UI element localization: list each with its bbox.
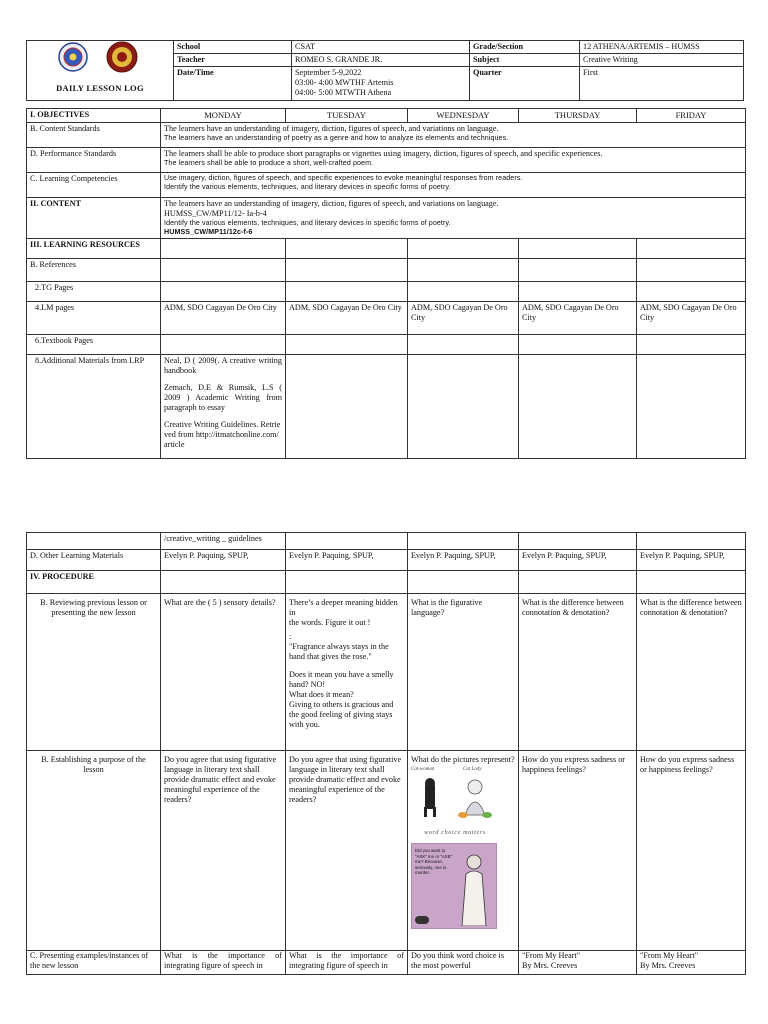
word-choice-caption: word choice matters [424, 829, 486, 836]
reviewing-tuesday-line: the words. Figure it out ! [289, 618, 371, 627]
content-heading: II. CONTENT [27, 198, 161, 239]
grade-section-label: Grade/Section [470, 41, 580, 54]
presenting-tuesday: What is the importance of integrating figure of speech in [286, 951, 408, 975]
reviewing-thursday: What is the difference between connotation & denotation? [519, 594, 637, 751]
subject-label: Subject [470, 54, 580, 67]
textbook-pages-label: 6.Textbook Pages [27, 335, 161, 355]
reference-entry: Neal, D ( 2009(. A creative writing handbook [164, 356, 282, 375]
poem-title: "From My Heart" [640, 951, 699, 960]
ecard-image [411, 843, 497, 929]
presenting-friday [637, 951, 746, 975]
day-header-monday: MONDAY [161, 109, 286, 123]
purpose-label: B. Establishing a purpose of the lesson [27, 751, 161, 951]
content-standards-label: B. Content Standards [27, 123, 161, 148]
resources-heading: III. LEARNING RESOURCES [27, 239, 161, 259]
school-label: School [174, 41, 292, 54]
additional-materials-monday [161, 355, 286, 459]
grade-section-value: 12 ATHENA/ARTEMIS – HUMSS [580, 41, 744, 54]
other-materials-tuesday: Evelyn P. Paquing, SPUP, [286, 550, 408, 571]
date-time-label: Date/Time [174, 67, 292, 101]
reviewing-label: B. Reviewing previous lesson or presenting the new lesson [27, 594, 161, 751]
day-header-thursday: THURSDAY [519, 109, 637, 123]
other-materials-friday: Evelyn P. Paquing, SPUP, [637, 550, 746, 571]
purpose-monday: Do you agree that using figurative language in literary text shall provide dramatic effect and evoke meaningful experience of the readers? [161, 751, 286, 951]
competency-line: Identify the various elements, techniques, and literary devices in specific forms of poetry. [164, 182, 451, 191]
reference-entry: Zemach, D.E & Rumsik, L.S ( 2009 ) Academic Writing from paragraph to essay [164, 383, 282, 412]
page-title: DAILY LESSON LOG [56, 83, 144, 93]
reviewing-tuesday-line: There’s a deeper meaning hidden in [289, 598, 398, 617]
reviewing-friday: What is the difference between connotation & denotation? [637, 594, 746, 751]
reviewing-tuesday-line: Giving to others is gracious and the good feeling of giving stays with you. [289, 700, 394, 729]
references-label: B. References [27, 259, 161, 282]
presenting-monday: What is the importance of integrating figure of speech in [161, 951, 286, 975]
subject-value: Creative Writing [580, 54, 744, 67]
additional-materials-label: 8.Additional Materials from LRP [27, 355, 161, 459]
purpose-friday: How do you express sadness or happiness feelings? [637, 751, 746, 951]
date-line: September 5-9,2022 [295, 68, 362, 77]
header-title-cell [27, 41, 174, 101]
lesson-table-page-1 [26, 108, 746, 459]
lady-illustration [454, 850, 494, 926]
purpose-thursday: How do you express sadness or happiness feelings? [519, 751, 637, 951]
cat-lady-label: Cat Lady [463, 767, 482, 772]
presenting-wednesday: Do you think word choice is the most powerful [408, 951, 519, 975]
school-value: CSAT [292, 41, 470, 54]
reviewing-tuesday-line: : [289, 632, 292, 641]
quote: "Fragrance always stays in the hand that gives the rose." [289, 642, 389, 661]
time-line-athena: 04:00- 5:00 MTWTH Athena [295, 88, 392, 97]
poem-author: By Mrs. Creeves [640, 961, 696, 970]
day-header-tuesday: TUESDAY [286, 109, 408, 123]
content-standard-line: The learners have an understanding of imagery, diction, figures of speech, and variations on language. [164, 124, 499, 133]
cat-woman-label: Cat-woman [411, 767, 435, 772]
quarter-value: First [580, 67, 744, 101]
ecard-text: Did you want to “ASK” me or “AXE” me? Because, seriously, one is murder. [415, 848, 453, 875]
ecard-logo [415, 916, 429, 924]
other-materials-monday: Evelyn P. Paquing, SPUP, [161, 550, 286, 571]
performance-standard-line: The learners shall be able to produce short paragraphs or vignettes using imagery, diction, figures of speech, and specific experiences. [164, 149, 603, 158]
reviewing-wednesday: What is the figurative language? [408, 594, 519, 751]
content-standards-value [161, 123, 746, 148]
poem-author: By Mrs. Creeves [522, 961, 578, 970]
date-time-value [292, 67, 470, 101]
competencies-value [161, 173, 746, 198]
lm-pages-tuesday: ADM, SDO Cagayan De Oro City [286, 302, 408, 335]
teacher-label: Teacher [174, 54, 292, 67]
performance-standards-label: D. Performance Standards [27, 148, 161, 173]
procedure-heading: IV. PROCEDURE [27, 571, 161, 594]
lm-pages-wednesday: ADM, SDO Cagayan De Oro City [408, 302, 519, 335]
presenting-thursday [519, 951, 637, 975]
teacher-value: ROMEO S. GRANDE JR. [292, 54, 470, 67]
performance-standards-value [161, 148, 746, 173]
content-standard-line: The learners have an understanding of poetry as a genre and how to analyze its elements and techniques. [164, 134, 509, 142]
lm-pages-monday: ADM, SDO Cagayan De Oro City [161, 302, 286, 335]
continued-reference: /creative_writing _ guidelines [161, 533, 286, 550]
reviewing-tuesday-line: What does it mean? [289, 690, 354, 699]
lm-pages-friday: ADM, SDO Cagayan De Oro City [637, 302, 746, 335]
cat-illustration [411, 775, 499, 831]
content-code: HUMSS_CW/MP11/12c-f-6 [164, 227, 253, 236]
purpose-wednesday [408, 751, 519, 951]
time-line-artemis: 03:00- 4:00 MWTHF Artemis [295, 78, 394, 87]
reviewing-tuesday [286, 594, 408, 751]
lm-pages-label: 4.LM pages [27, 302, 161, 335]
tg-pages-label: 2.TG Pages [27, 282, 161, 302]
poem-title: "From My Heart" [522, 951, 581, 960]
day-header-friday: FRIDAY [637, 109, 746, 123]
reviewing-tuesday-line: Does it mean you have a smelly hand? NO! [289, 670, 394, 689]
content-code: HUMSS_CW/MP11/12- Ia-b-4 [164, 209, 267, 218]
content-line: Identify the various elements, techniques, and literary devices in specific forms of poetry. [164, 219, 451, 227]
purpose-tuesday: Do you agree that using figurative language in literary text shall provide dramatic effect and evoke meaningful experience of the readers? [286, 751, 408, 951]
header-table [26, 40, 744, 101]
competency-line: Use imagery, diction, figures of speech, and specific experiences to evoke meaningful responses from readers. [164, 174, 523, 182]
day-header-wednesday: WEDNESDAY [408, 109, 519, 123]
other-materials-thursday: Evelyn P. Paquing, SPUP, [519, 550, 637, 571]
reviewing-monday: What are the ( 5 ) sensory details? [161, 594, 286, 751]
competencies-label: C. Learning Competencies [27, 173, 161, 198]
lm-pages-thursday: ADM, SDO Cagayan De Oro City [519, 302, 637, 335]
lesson-table-page-2 [26, 532, 746, 975]
other-materials-wednesday: Evelyn P. Paquing, SPUP, [408, 550, 519, 571]
presenting-label: C. Presenting examples/instances of the new lesson [27, 951, 161, 975]
reference-entry: Creative Writing Guidelines. Retrieved from http://itmatchonline.com/article [164, 420, 281, 449]
word-choice-image [411, 767, 499, 839]
objectives-heading: I. OBJECTIVES [27, 109, 161, 123]
other-materials-label: D. Other Learning Materials [27, 550, 161, 571]
purpose-wednesday-question: What do the pictures represent? [411, 755, 515, 764]
performance-standard-line: The learners shall be able to produce a short, well-crafted poem. [164, 159, 374, 167]
content-value [161, 198, 746, 239]
content-line: The learners have an understanding of imagery, diction, figures of speech, and variations on language. [164, 199, 499, 208]
quarter-label: Quarter [470, 67, 580, 101]
